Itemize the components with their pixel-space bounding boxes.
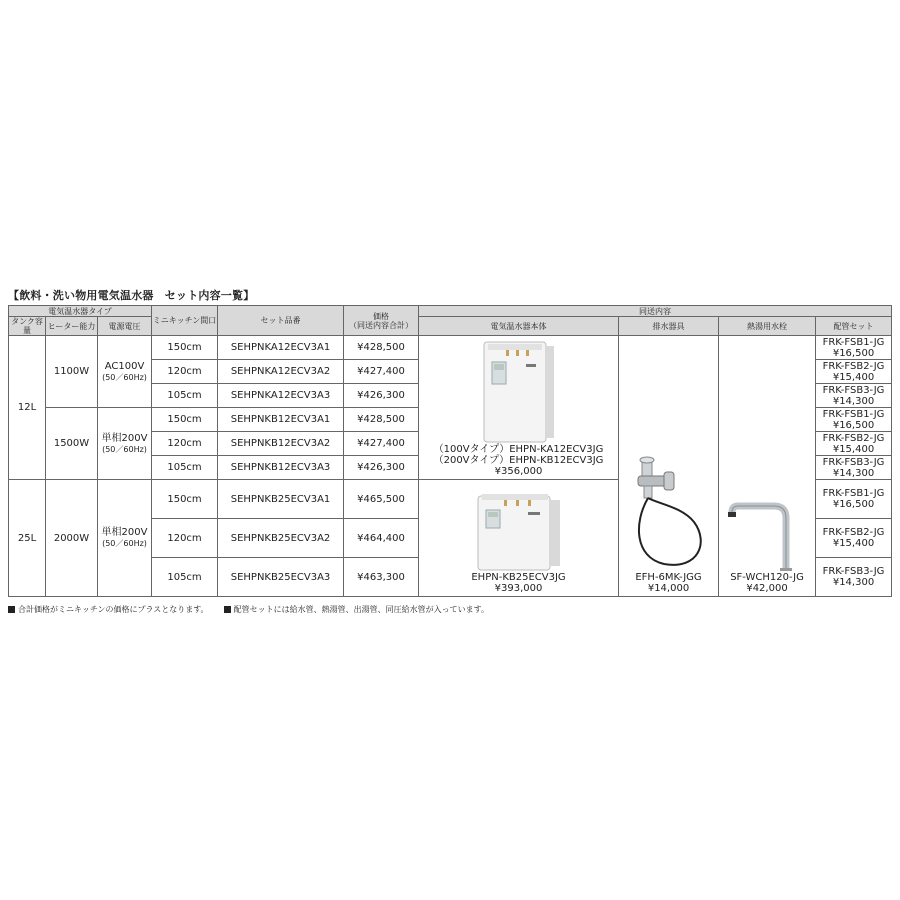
voltage-cell: 単相200V (50／60Hz) xyxy=(98,408,152,480)
tank-12l: 12L xyxy=(9,336,46,480)
header-pipe-set: 配管セット xyxy=(816,317,892,336)
header-price: 価格 （同送内容合計） xyxy=(344,306,419,336)
voltage-cell: AC100V (50／60Hz) xyxy=(98,336,152,408)
pipe-set: FRK-FSB2-JG ¥15,400 xyxy=(816,360,892,384)
heater-25l-cell xyxy=(419,480,619,597)
table-title: 【飲料・洗い物用電気温水器 セット内容一覧】 xyxy=(8,289,255,302)
heater-power: 1100W xyxy=(46,336,98,408)
drain-cell xyxy=(619,336,719,597)
kitchen-width: 150cm xyxy=(152,336,218,360)
note-2: 配管セットには給水管、熱湯管、出湯管、同圧給水管が入っています。 xyxy=(233,605,490,614)
header-faucet: 熱湯用水栓 xyxy=(719,317,816,336)
kitchen-width: 120cm xyxy=(152,360,218,384)
set-price: ¥464,400 xyxy=(344,519,419,558)
pipe-set: FRK-FSB3-JG ¥14,300 xyxy=(816,456,892,480)
table-row xyxy=(9,336,892,360)
pipe-set: FRK-FSB1-JG ¥16,500 xyxy=(816,336,892,360)
drain-fitting-image xyxy=(624,452,714,572)
header-heater-body: 電気温水器本体 xyxy=(419,317,619,336)
kitchen-width: 150cm xyxy=(152,408,218,432)
set-contents-table xyxy=(8,305,892,597)
header-kitchen-width: ミニキッチン間口 xyxy=(152,306,218,336)
header-tank: タンク容量 xyxy=(9,317,46,336)
faucet-cell xyxy=(719,336,816,597)
set-number: SEHPNKB25ECV3A3 xyxy=(218,558,344,597)
note-1: 合計価格がミニキッチンの価格にプラスとなります。 xyxy=(18,605,209,614)
set-price: ¥427,400 xyxy=(344,432,419,456)
header-voltage: 電源電圧 xyxy=(98,317,152,336)
tank-25l: 25L xyxy=(9,480,46,597)
bullet-square-icon xyxy=(8,606,15,613)
heater-12l-model-200v: （200Vタイプ）EHPN-KB12ECV3JG xyxy=(433,455,604,466)
faucet-image xyxy=(724,502,810,572)
kitchen-width: 105cm xyxy=(152,384,218,408)
pipe-set: FRK-FSB1-JG ¥16,500 xyxy=(816,408,892,432)
heater-power: 2000W xyxy=(46,480,98,597)
heater-25l-image xyxy=(476,492,562,572)
kitchen-width: 105cm xyxy=(152,558,218,597)
header-set-number: セット品番 xyxy=(218,306,344,336)
heater-25l-model: EHPN-KB25ECV3JG xyxy=(471,572,566,583)
set-number: SEHPNKB12ECV3A2 xyxy=(218,432,344,456)
pipe-set: FRK-FSB2-JG ¥15,400 xyxy=(816,432,892,456)
heater-12l-image xyxy=(482,340,556,444)
header-heater-power: ヒーター能力 xyxy=(46,317,98,336)
set-number: SEHPNKB25ECV3A1 xyxy=(218,480,344,519)
set-price: ¥428,500 xyxy=(344,336,419,360)
kitchen-width: 120cm xyxy=(152,519,218,558)
set-price: ¥426,300 xyxy=(344,456,419,480)
bullet-square-icon xyxy=(224,606,231,613)
kitchen-width: 120cm xyxy=(152,432,218,456)
heater-power: 1500W xyxy=(46,408,98,480)
set-number: SEHPNKB25ECV3A2 xyxy=(218,519,344,558)
heater-25l-price: ¥393,000 xyxy=(494,583,543,594)
drain-price: ¥14,000 xyxy=(647,583,690,594)
kitchen-width: 105cm xyxy=(152,456,218,480)
pipe-set: FRK-FSB3-JG ¥14,300 xyxy=(816,558,892,597)
set-price: ¥463,300 xyxy=(344,558,419,597)
header-heater-type: 電気温水器タイプ xyxy=(9,306,152,317)
footnotes xyxy=(8,604,489,615)
drain-model: EFH-6MK-JGG xyxy=(635,572,702,583)
header-contents: 同送内容 xyxy=(419,306,892,317)
faucet-model: SF-WCH120-JG xyxy=(730,572,804,583)
pipe-set: FRK-FSB1-JG ¥16,500 xyxy=(816,480,892,519)
pipe-set: FRK-FSB2-JG ¥15,400 xyxy=(816,519,892,558)
heater-12l-model-100v: （100Vタイプ）EHPN-KA12ECV3JG xyxy=(433,444,604,455)
header-drain: 排水器具 xyxy=(619,317,719,336)
set-number: SEHPNKB12ECV3A1 xyxy=(218,408,344,432)
heater-12l-price: ¥356,000 xyxy=(494,466,543,477)
pipe-set: FRK-FSB3-JG ¥14,300 xyxy=(816,384,892,408)
set-price: ¥465,500 xyxy=(344,480,419,519)
set-number: SEHPNKB12ECV3A3 xyxy=(218,456,344,480)
set-number: SEHPNKA12ECV3A3 xyxy=(218,384,344,408)
set-price: ¥427,400 xyxy=(344,360,419,384)
faucet-price: ¥42,000 xyxy=(746,583,788,594)
set-number: SEHPNKA12ECV3A1 xyxy=(218,336,344,360)
set-number: SEHPNKA12ECV3A2 xyxy=(218,360,344,384)
voltage-cell: 単相200V (50／60Hz) xyxy=(98,480,152,597)
kitchen-width: 150cm xyxy=(152,480,218,519)
set-price: ¥426,300 xyxy=(344,384,419,408)
heater-12l-cell xyxy=(419,336,619,480)
set-price: ¥428,500 xyxy=(344,408,419,432)
